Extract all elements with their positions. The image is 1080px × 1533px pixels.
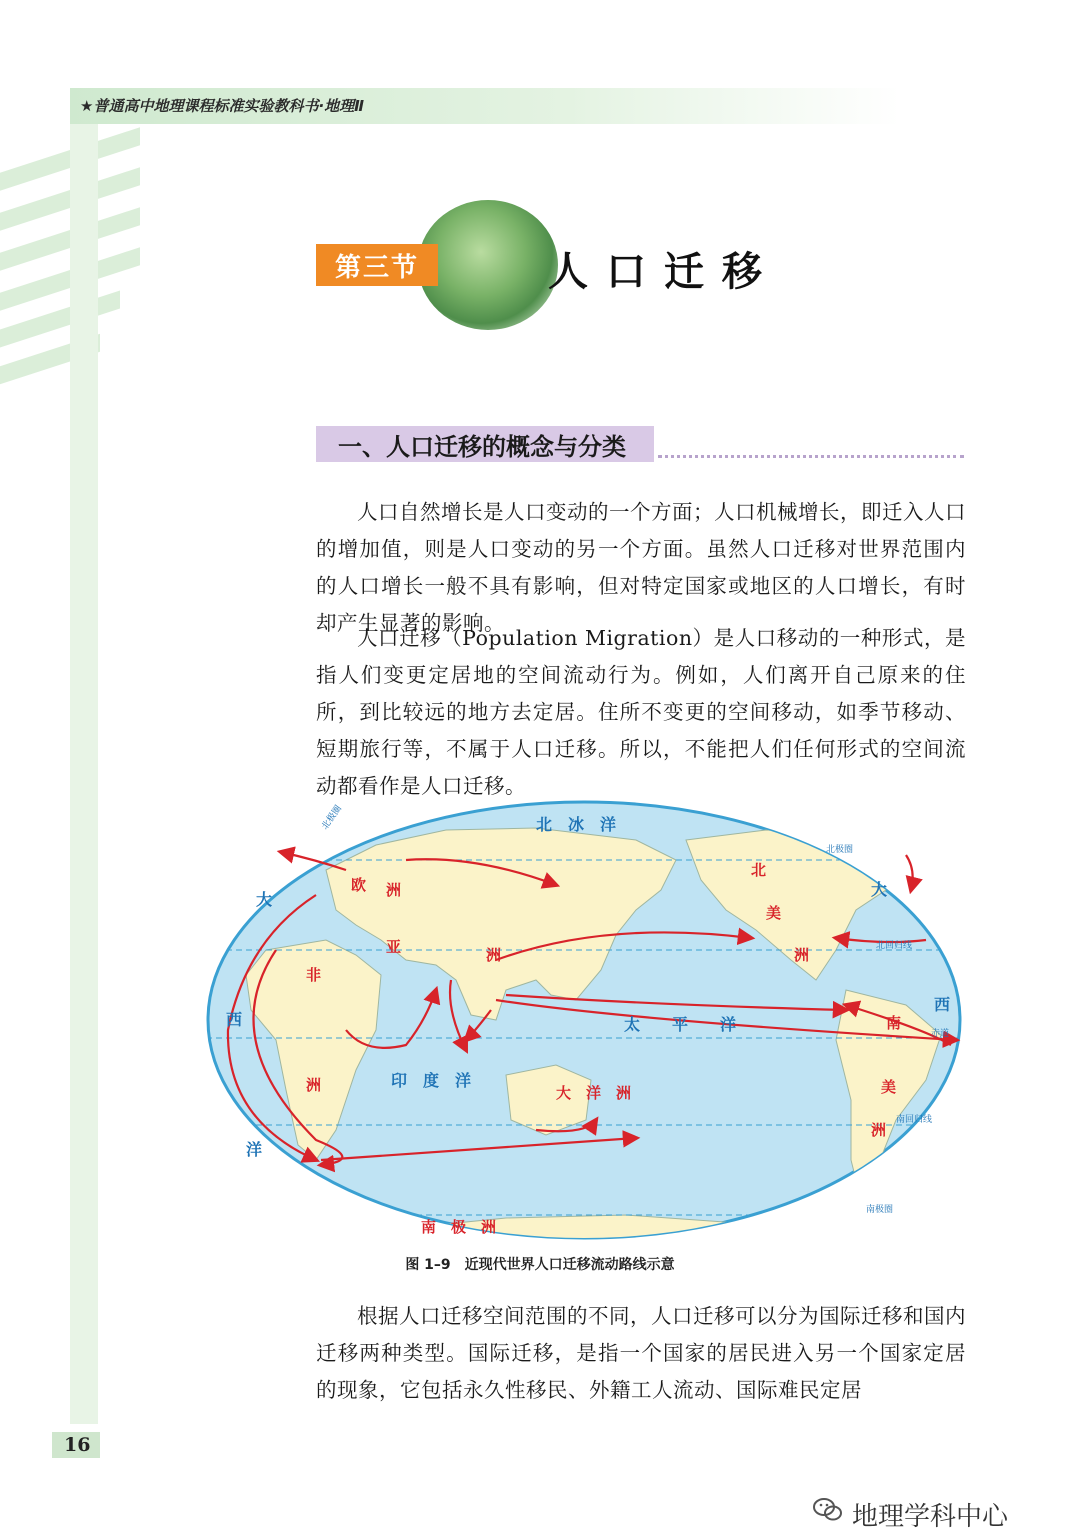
south-america-label-1: 南	[886, 1014, 902, 1032]
subheading: 一、人口迁移的概念与分类	[316, 426, 654, 462]
page-number: 16	[64, 1434, 91, 1456]
landscape-photo	[418, 200, 558, 330]
north-america-label-2: 美	[766, 904, 782, 922]
equator-label: 赤道	[931, 1029, 950, 1039]
tropic-capricorn-label: 南回归线	[896, 1115, 933, 1125]
migration-arrow	[906, 855, 913, 890]
asia-label-1: 亚	[386, 938, 402, 956]
pacific-ocean-label: 太 平 洋	[624, 1015, 737, 1034]
atlantic-label-3: 洋	[246, 1140, 263, 1159]
south-america-label-2: 美	[881, 1078, 897, 1096]
europe-label-1: 欧	[351, 876, 367, 894]
paragraph-2: 人口迁移（Population Migration）是人口移动的一种形式，是指人们变更定居地的空间流动行为。例如，人们离开自己原来的住所，到比较远的地方去定居。住所不变更的空间移动，如季节移动、短期旅行等，不属于人口迁移。所以，不能把人们任何形式的空间流动都看作是人口迁移。	[316, 626, 966, 798]
north-america-label-3: 洲	[794, 946, 810, 964]
greenland-landmass	[806, 800, 866, 845]
antarctica-label: 南 极 洲	[421, 1218, 497, 1236]
series-title: ★普通高中地理课程标准实验教科书·地理Ⅱ	[80, 97, 365, 115]
antarctic-circle-label: 南极圈	[866, 1205, 894, 1215]
arctic-circle-label: 北极圈	[826, 845, 854, 855]
world-migration-map	[206, 800, 962, 1240]
figure-caption: 图 1–9 近现代世界人口迁移流动路线示意	[405, 1257, 675, 1273]
north-america-label-1: 北	[751, 861, 767, 879]
oceania-label: 大 洋 洲	[556, 1084, 632, 1102]
south-america-label-3: 洲	[871, 1121, 887, 1139]
europe-label-2: 洲	[386, 881, 402, 899]
tropic-cancer-label: 北回归线	[876, 941, 913, 951]
arctic-circle-west-label: 北极圈	[320, 803, 344, 832]
arctic-ocean-label: 北 冰 洋	[536, 815, 617, 834]
indian-ocean-label: 印 度 洋	[391, 1071, 472, 1090]
atlantic-label-2: 西	[226, 1010, 243, 1029]
paragraph-3: 根据人口迁移空间范围的不同，人口迁移可以分为国际迁移和国内迁移两种类型。国际迁移，是指一个国家的居民进入另一个国家定居的现象，它包括永久性移民、外籍工人流动、国际难民定居	[316, 1304, 966, 1402]
subheading-dotted-rule	[658, 455, 964, 458]
section-badge: 第三节	[316, 244, 438, 286]
atlantic-east-label-2: 西	[934, 995, 951, 1014]
left-margin-bar	[70, 124, 98, 1424]
africa-label-2: 洲	[306, 1076, 322, 1094]
watermark-text: 地理学科中心	[852, 1502, 1009, 1532]
asia-label-2: 洲	[486, 946, 502, 964]
africa-label-1: 非	[306, 966, 322, 984]
atlantic-east-label-1: 大	[871, 880, 888, 899]
world-map-svg	[206, 800, 962, 1240]
atlantic-label-1: 大	[256, 890, 273, 909]
section-title: 人口迁移	[548, 249, 780, 295]
paragraph-1: 人口自然增长是人口变动的一个方面；人口机械增长，即迁入人口的增加值，则是人口变动的另一个方面。虽然人口迁移对世界范围内的人口增长一般不具有影响，但对特定国家或地区的人口增长，有时却产生显著的影响。	[316, 500, 966, 635]
wechat-icon	[812, 1494, 844, 1526]
